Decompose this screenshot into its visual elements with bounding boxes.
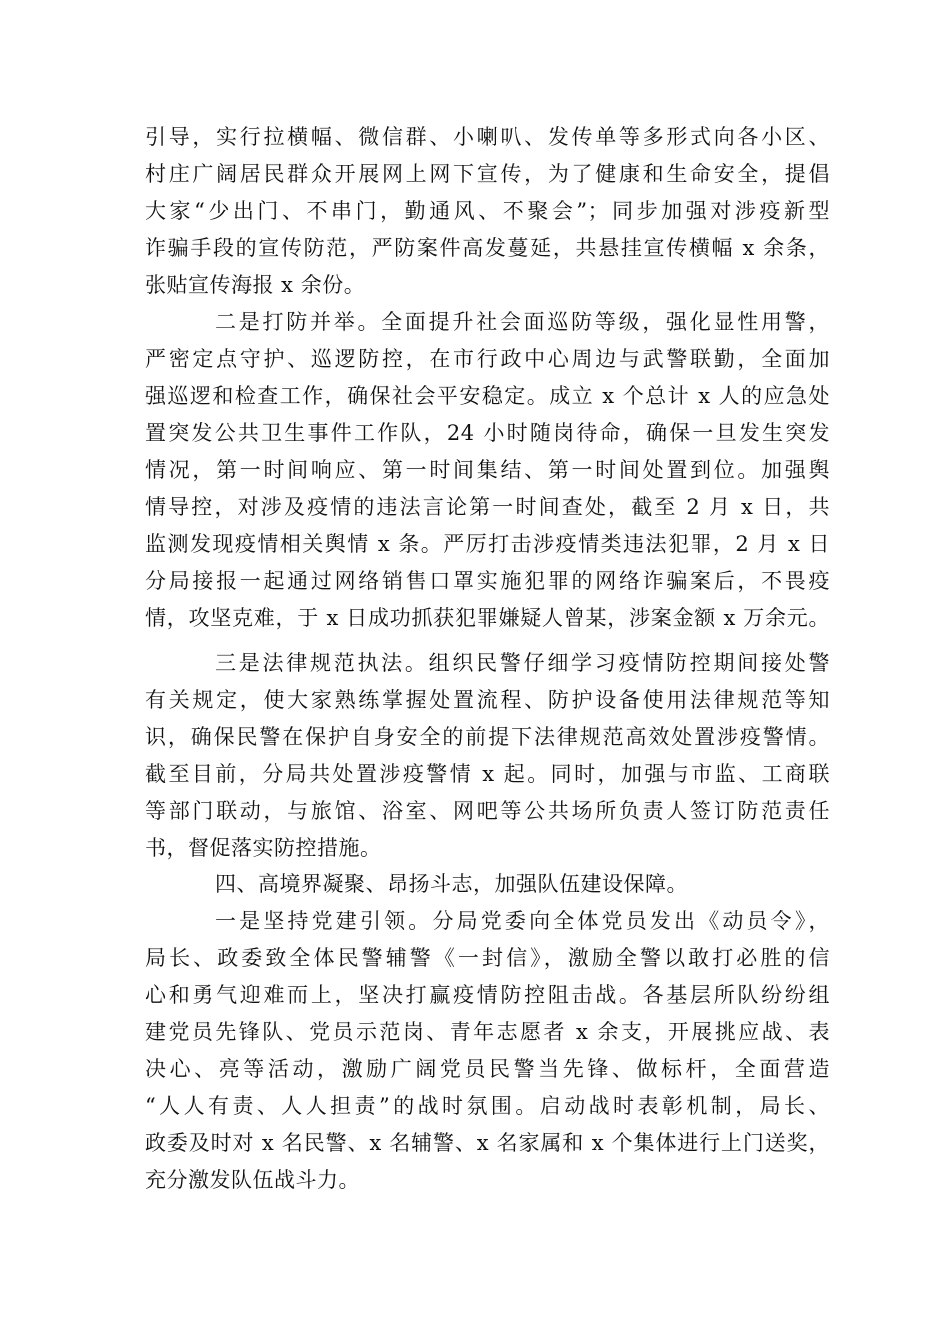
text-line: 引导，实行拉横幅、微信群、小喇叭、发传单等多形式向各小区、 bbox=[145, 125, 830, 149]
text-line: 心和勇气迎难而上，坚决打赢疫情防控阻击战。各基层所队纷纷组 bbox=[145, 983, 830, 1007]
text-line: 村庄广阔居民群众开展网上网下宣传，为了健康和生命安全，提倡 bbox=[145, 162, 830, 186]
text-line: 置突发公共卫生事件工作队，24 小时随岗待命，确保一旦发生突发 bbox=[145, 421, 830, 445]
paragraph-first-line: 二是打防并举。全面提升社会面巡防等级，强化显性用警， bbox=[215, 310, 830, 334]
paragraph-first-line: 一是坚持党建引领。分局党委向全体党员发出《动员令》， bbox=[215, 909, 830, 933]
text-line: 截至目前，分局共处置涉疫警情 x 起。同时，加强与市监、工商联 bbox=[145, 762, 830, 786]
paragraph-first-line: 三是法律规范执法。组织民警仔细学习疫情防控期间接处警 bbox=[215, 651, 830, 675]
section-heading: 四、高境界凝聚、昂扬斗志，加强队伍建设保障。 bbox=[215, 872, 688, 896]
text-line: 情，攻坚克难，于 x 日成功抓获犯罪嫌疑人曾某，涉案金额 x 万余元。 bbox=[145, 606, 830, 630]
text-line: 识，确保民警在保护自身安全的前提下法律规范高效处置涉疫警情。 bbox=[145, 725, 830, 749]
text-line: 情导控，对涉及疫情的违法言论第一时间查处，截至 2 月 x 日，共 bbox=[145, 495, 830, 519]
text-line: “人人有责、人人担责”的战时氛围。启动战时表彰机制，局长、 bbox=[145, 1094, 830, 1118]
text-line: 诈骗手段的宣传防范，严防案件高发蔓延，共悬挂宣传横幅 x 余条， bbox=[145, 236, 830, 260]
text-line: 有关规定，使大家熟练掌握处置流程、防护设备使用法律规范等知 bbox=[145, 688, 830, 712]
text-line: 情况，第一时间响应、第一时间集结、第一时间处置到位。加强舆 bbox=[145, 458, 830, 482]
text-line: 监测发现疫情相关舆情 x 条。严厉打击涉疫情类违法犯罪，2 月 x 日 bbox=[145, 532, 830, 556]
text-line: 政委及时对 x 名民警、x 名辅警、x 名家属和 x 个集体进行上门送奖， bbox=[145, 1131, 830, 1155]
text-line: 大家“少出门、不串门，勤通风、不聚会”；同步加强对涉疫新型 bbox=[145, 199, 830, 223]
text-line: 张贴宣传海报 x 余份。 bbox=[145, 273, 366, 297]
text-line: 严密定点守护、巡逻防控，在市行政中心周边与武警联勤，全面加 bbox=[145, 347, 830, 371]
text-line: 建党员先锋队、党员示范岗、青年志愿者 x 余支，开展挑应战、表 bbox=[145, 1020, 830, 1044]
text-line: 局长、政委致全体民警辅警《一封信》，激励全警以敢打必胜的信 bbox=[145, 946, 830, 970]
text-line: 等部门联动，与旅馆、浴室、网吧等公共场所负责人签订防范责任 bbox=[145, 799, 830, 823]
text-line: 决心、亮等活动，激励广阔党员民警当先锋、做标杆，全面营造 bbox=[145, 1057, 830, 1081]
text-line: 充分激发队伍战斗力。 bbox=[145, 1168, 360, 1192]
text-line: 书，督促落实防控措施。 bbox=[145, 836, 382, 860]
text-line: 强巡逻和检查工作，确保社会平安稳定。成立 x 个总计 x 人的应急处 bbox=[145, 384, 830, 408]
text-line: 分局接报一起通过网络销售口罩实施犯罪的网络诈骗案后，不畏疫 bbox=[145, 569, 830, 593]
